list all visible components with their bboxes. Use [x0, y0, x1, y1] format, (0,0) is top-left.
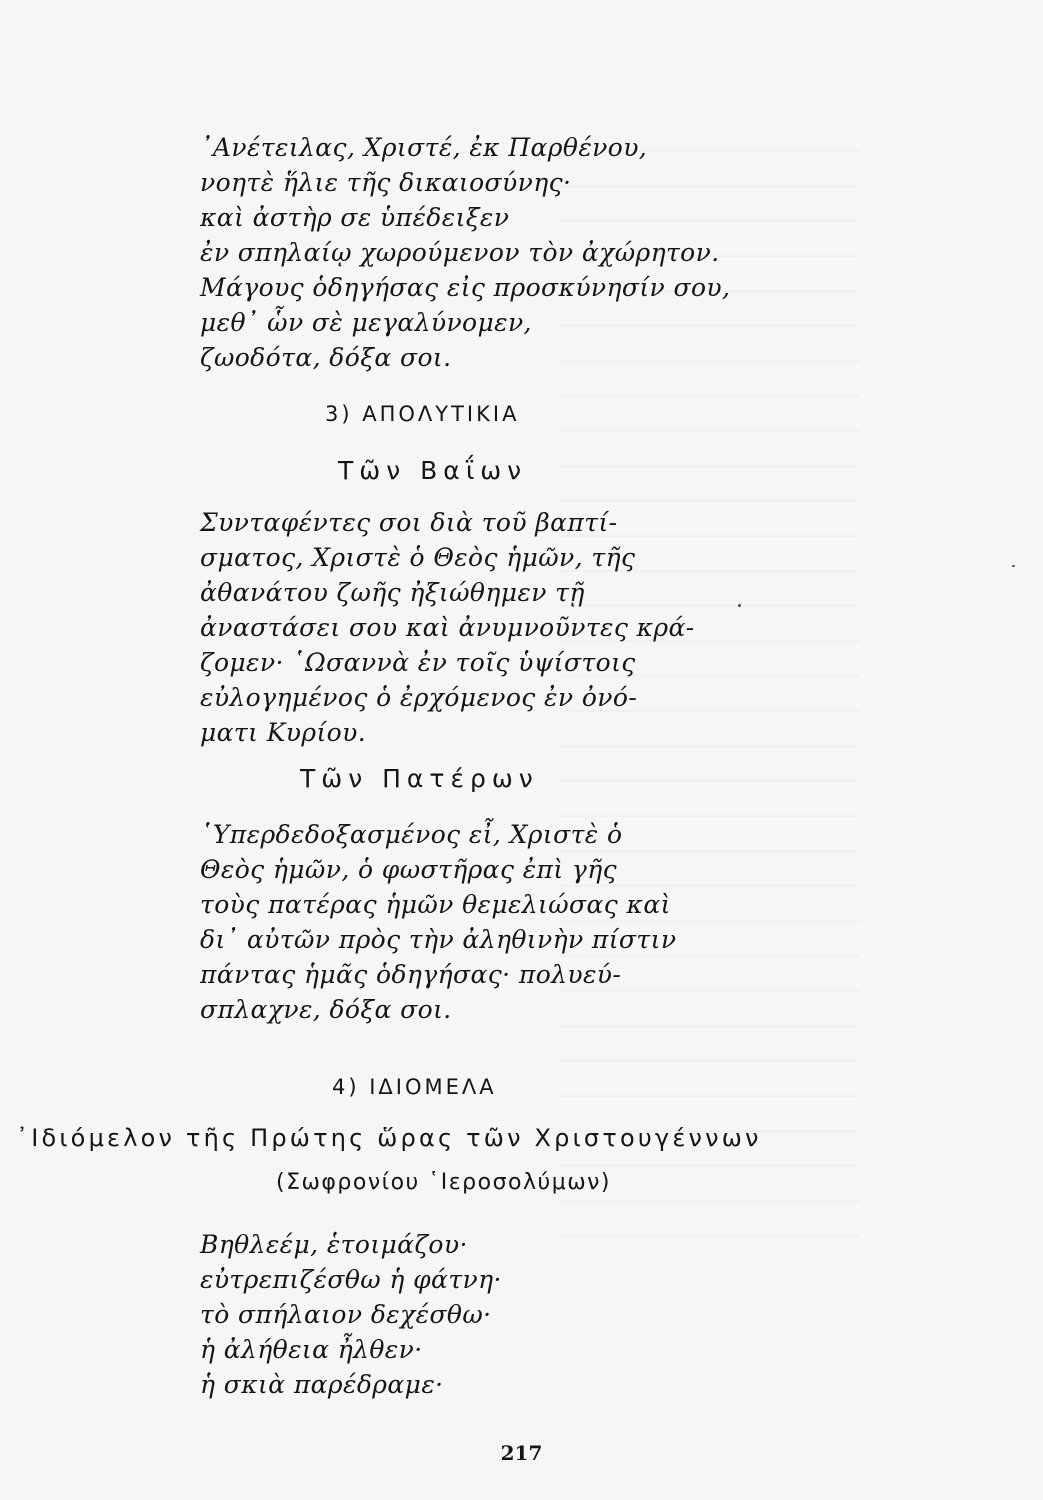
- verse-line: ἀθανάτου ζωῆς ἠξιώθημεν τῇ: [200, 578, 585, 607]
- verse-line: Συνταφέντες σοι διὰ τοῦ βαπτί-: [200, 508, 618, 537]
- verse-line: ᾿Ανέτειλας, Χριστέ, ἐκ Παρθένου,: [200, 133, 648, 162]
- verse-line: ἡ σκιὰ παρέδραμε·: [200, 1370, 444, 1399]
- ink-speck: [738, 604, 741, 607]
- verse-line: πάντας ἡμᾶς ὁδηγήσας· πολυεύ-: [200, 960, 622, 989]
- verse-line: ματι Κυρίου.: [200, 718, 367, 747]
- hymn-pateron: [200, 817, 676, 1027]
- verse-line: σματος, Χριστὲ ὁ Θεὸς ἡμῶν, τῆς: [200, 543, 636, 572]
- verse-line: ζωοδότα, δόξα σοι.: [200, 343, 452, 372]
- verse-line: Θεὸς ἡμῶν, ὁ φωστῆρας ἐπὶ γῆς: [200, 855, 618, 884]
- hymn-top: [200, 130, 730, 375]
- verse-line: Μάγους ὁδηγήσας εἰς προσκύνησίν σου,: [200, 273, 731, 302]
- verse-line: Βηθλεέμ, ἑτοιμάζου·: [200, 1230, 468, 1259]
- hymn-vaion: [200, 505, 695, 750]
- verse-line: δι᾿ αὐτῶν πρὸς τὴν ἀληθινὴν πίστιν: [200, 925, 677, 954]
- verse-line: νοητὲ ἥλιε τῆς δικαιοσύνης·: [200, 168, 572, 197]
- page-number: 217: [500, 1441, 543, 1465]
- verse-line: εὐλογημένος ὁ ἐρχόμενος ἐν ὀνό-: [200, 683, 638, 712]
- verse-line: ἡ ἀλήθεια ἦλθεν·: [200, 1335, 423, 1364]
- verse-line: τὸ σπήλαιον δεχέσθω·: [200, 1300, 492, 1329]
- verse-line: ἀναστάσει σου καὶ ἀνυμνοῦντες κρά-: [200, 613, 695, 642]
- verse-line: ζομεν· ῾Ωσαννὰ ἐν τοῖς ὑψίστοις: [200, 648, 636, 677]
- verse-line: μεθ᾿ ὧν σὲ μεγαλύνομεν,: [200, 308, 532, 337]
- subheading-idiomelon: ᾿Ιδιόμελον τῆς Πρώτης ὥρας τῶν Χριστουγέννων: [16, 1124, 762, 1152]
- subheading-pateron: Τῶν Πατέρων: [300, 764, 539, 793]
- attribution: (Σωφρονίου ῾Ιεροσολύμων): [276, 1170, 612, 1195]
- verse-line: ἐν σπηλαίῳ χωρούμενον τὸν ἀχώρητον.: [200, 238, 720, 267]
- subheading-vaion: Τῶν Βαΐων: [338, 456, 528, 485]
- verse-line: τοὺς πατέρας ἡμῶν θεμελιώσας καὶ: [200, 890, 671, 919]
- verse-line: καὶ ἀστὴρ σε ὑπέδειξεν: [200, 203, 510, 232]
- section-heading-apolytikia: 3) ΑΠΟΛΥΤΙΚΙΑ: [325, 402, 520, 426]
- verse-line: ῾Υπερδεδοξασμένος εἶ, Χριστὲ ὁ: [200, 820, 623, 849]
- verse-line: εὐτρεπιζέσθω ἡ φάτνη·: [200, 1265, 502, 1294]
- ink-speck: [1012, 565, 1015, 567]
- verse-line: σπλαχνε, δόξα σοι.: [200, 995, 452, 1024]
- hymn-idiomelon: [200, 1227, 502, 1402]
- section-heading-idiomela: 4) ΙΔΙΟΜΕΛΑ: [332, 1075, 497, 1099]
